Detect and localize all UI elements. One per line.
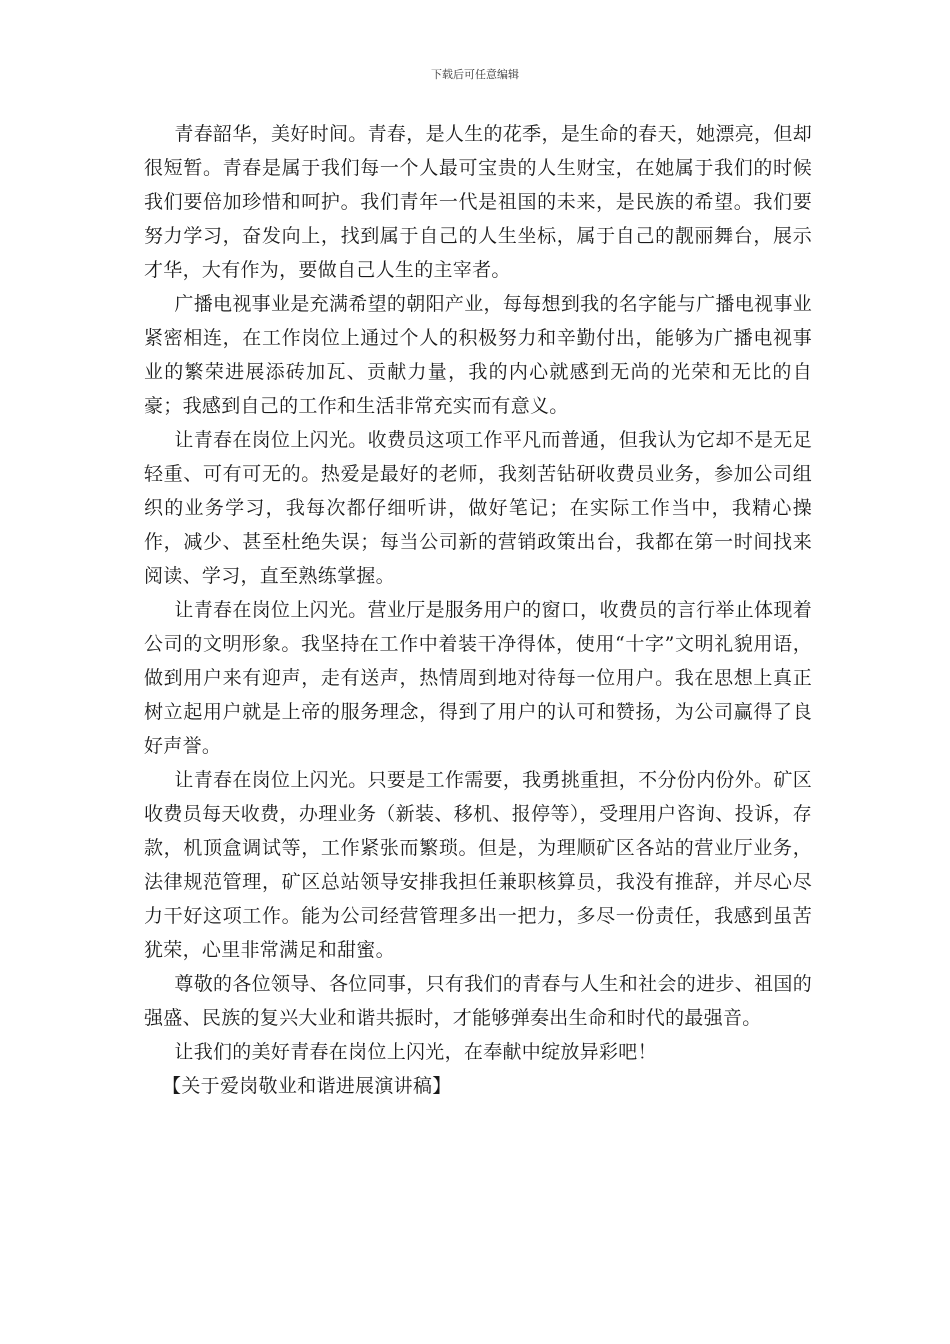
paragraph: 让青春在岗位上闪光。只要是工作需要，我勇挑重担，不分份内份外。矿区收费员每天收费，办理业务（新装、移机、报停等），受理用户咨询、投诉，存款，机顶盒调试等，工作紧张而繁琐。但是，为理顺矿区各站的营业厅业务，法律规范管理，矿区总站领导安排我担任兼职核算员，我没有推辞，并尽心尽力干好这项工作。能为公司经营管理多出一把力，多尽一份责任，我感到虽苦犹荣，心里非常满足和甜蜜。 — [144, 769, 812, 961]
paragraph: 尊敬的各位领导、各位同事，只有我们的青春与人生和社会的进步、祖国的强盛、民族的复兴大业和谐共振时，才能够弹奏出生命和时代的最强音。 — [144, 973, 812, 1029]
paragraph: 让青春在岗位上闪光。营业厅是服务用户的窗口，收费员的言行举止体现着公司的文明形象。我坚持在工作中着装干净得体，使用“十字”文明礼貌用语，做到用户来有迎声，走有送声，热情周到地对待每一位用户。我在思想上真正树立起用户就是上帝的服务理念，得到了用户的认可和赞扬，为公司赢得了良好声誉。 — [144, 599, 812, 757]
page-header: 下载后可任意编辑 — [431, 68, 519, 81]
document-title-bracket: 【关于爱岗敬业和谐进展演讲稿】 — [162, 1075, 452, 1097]
paragraph: 让青春在岗位上闪光。收费员这项工作平凡而普通，但我认为它却不是无足轻重、可有可无的。热爱是最好的老师，我刻苦钻研收费员业务，参加公司组织的业务学习，我每次都仔细听讲，做好笔记；在实际工作当中，我精心操作，减少、甚至杜绝失误；每当公司新的营销政策出台，我都在第一时间找来阅读、学习，直至熟练掌握。 — [144, 429, 812, 587]
paragraph: 广播电视事业是充满希望的朝阳产业，每每想到我的名字能与广播电视事业紧密相连，在工作岗位上通过个人的积极努力和辛勤付出，能够为广播电视事业的繁荣进展添砖加瓦、贡献力量，我的内心就感到无尚的光荣和无比的自豪；我感到自己的工作和生活非常充实而有意义。 — [144, 293, 812, 417]
paragraph: 让我们的美好青春在岗位上闪光，在奉献中绽放异彩吧！ — [174, 1041, 657, 1063]
paragraph: 青春韶华，美好时间。青春，是人生的花季，是生命的春天，她漂亮，但却很短暂。青春是属于我们每一个人最可宝贵的人生财宝，在她属于我们的时候我们要倍加珍惜和呵护。我们青年一代是祖国的未来，是民族的希望。我们要努力学习，奋发向上，找到属于自己的人生坐标，属于自己的靓丽舞台，展示才华，大有作为，要做自己人生的主宰者。 — [144, 123, 812, 281]
document-body — [144, 117, 812, 1103]
